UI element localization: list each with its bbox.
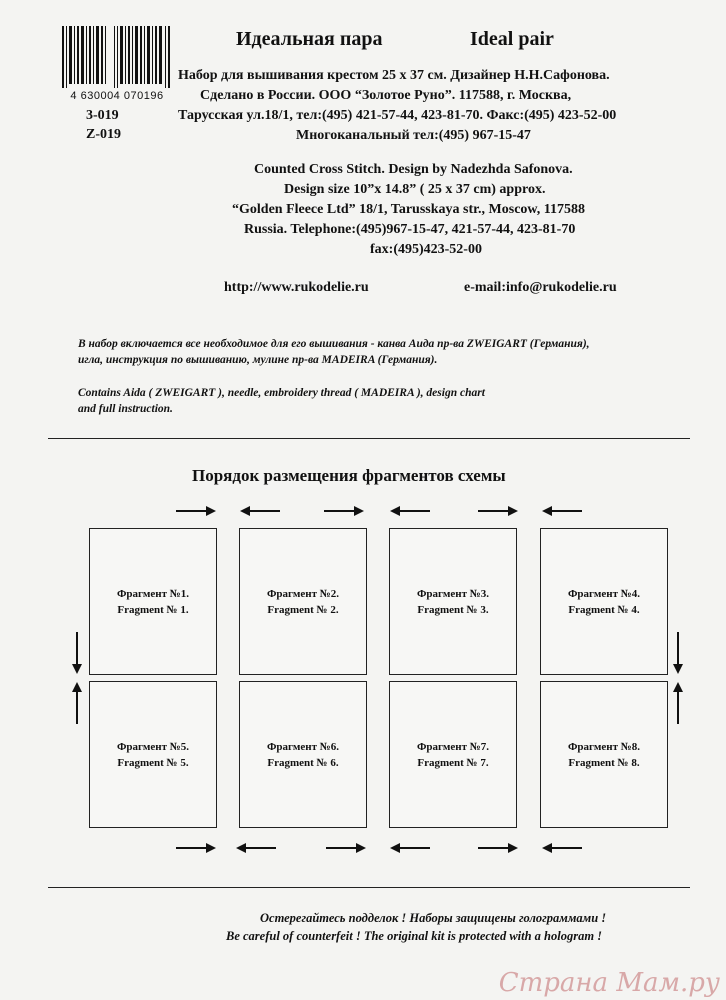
- arrow-left-icon: [388, 504, 432, 518]
- fragment-box-7: [389, 681, 517, 828]
- fragment-label-en: Fragment № 8.: [568, 756, 640, 769]
- website-link[interactable]: http://www.rukodelie.ru: [224, 280, 369, 295]
- arrow-left-icon: [238, 504, 282, 518]
- fragment-box-5: [89, 681, 217, 828]
- arrow-down-icon: [70, 630, 84, 676]
- fragment-label-ru: Фрагмент №3.: [416, 587, 490, 600]
- divider-top: [48, 438, 690, 439]
- fragment-box-4: [540, 528, 668, 675]
- fragment-box-3: [389, 528, 517, 675]
- arrow-left-icon: [234, 841, 278, 855]
- fragment-box-2: [239, 528, 367, 675]
- fragment-box-1: [89, 528, 217, 675]
- en-info-line-3: “Golden Fleece Ltd” 18/1, Tarusskaya str., Moscow, 117588: [232, 202, 586, 217]
- fragment-label-en: Fragment № 2.: [267, 603, 339, 616]
- site-watermark: Страна Мам.ру: [498, 968, 720, 998]
- en-info-line-2: Design size 10”x 14.8” ( 25 x 37 cm) approx.: [284, 182, 546, 197]
- fragment-label-en: Fragment № 3.: [417, 603, 489, 616]
- arrow-right-icon: [174, 841, 218, 855]
- arrow-right-icon: [476, 504, 520, 518]
- fragment-label-ru: Фрагмент №2.: [266, 587, 340, 600]
- arrow-down-icon: [671, 630, 685, 676]
- title-ru: Идеальная пара: [236, 28, 383, 50]
- product-code-en: Z-019: [86, 127, 121, 142]
- arrow-up-icon: [70, 680, 84, 726]
- fragment-box-6: [239, 681, 367, 828]
- fragment-label-ru: Фрагмент №7.: [416, 740, 490, 753]
- arrow-right-icon: [324, 841, 368, 855]
- fragment-label-en: Fragment № 7.: [417, 756, 489, 769]
- en-info-line-1: Counted Cross Stitch. Design by Nadezhda Safonova.: [254, 162, 573, 177]
- ru-info-line-3: Тарусская ул.18/1, тел:(495) 421-57-44, 423-81-70. Факс:(495) 423-52-00: [178, 108, 617, 123]
- product-code-ru: 3-019: [86, 108, 119, 123]
- contents-en-line-2: and full instruction.: [78, 403, 173, 415]
- ru-info-line-4: Многоканальный тел:(495) 967-15-47: [296, 128, 531, 143]
- warning-ru: Остерегайтесь подделок ! Наборы защищены голограммами !: [260, 911, 607, 925]
- contents-en-line-1: Contains Aida ( ZWEIGART ), needle, embroidery thread ( MADEIRA ), design chart: [78, 387, 485, 399]
- fragment-label-ru: Фрагмент №8.: [567, 740, 641, 753]
- en-info-line-5: fax:(495)423-52-00: [370, 242, 482, 257]
- fragment-label-ru: Фрагмент №4.: [567, 587, 641, 600]
- ru-info-line-1: Набор для вышивания крестом 25 x 37 см. Дизайнер Н.Н.Сафонова.: [178, 68, 610, 83]
- title-en: Ideal pair: [470, 28, 554, 50]
- divider-bottom: [48, 887, 690, 888]
- arrow-up-icon: [671, 680, 685, 726]
- arrow-right-icon: [322, 504, 366, 518]
- barcode-digits: 4 630004 070196: [70, 90, 164, 102]
- contents-ru-line-1: В набор включается все необходимое для его вышивания - канва Аида пр-ва ZWEIGART (Германия),: [78, 338, 590, 350]
- warning-en: Be careful of counterfeit ! The original kit is protected with a hologram !: [226, 929, 603, 943]
- fragment-label-en: Fragment № 6.: [267, 756, 339, 769]
- arrow-right-icon: [476, 841, 520, 855]
- arrow-left-icon: [540, 841, 584, 855]
- fragment-label-ru: Фрагмент №5.: [116, 740, 190, 753]
- fragment-label-ru: Фрагмент №6.: [266, 740, 340, 753]
- fragment-label-ru: Фрагмент №1.: [116, 587, 190, 600]
- fragment-label-en: Fragment № 1.: [117, 603, 189, 616]
- barcode: [62, 26, 170, 88]
- ru-info-line-2: Сделано в России. ООО “Золотое Руно”. 117588, г. Москва,: [200, 88, 572, 103]
- contents-ru-line-2: игла, инструкция по вышиванию, мулине пр-ва MADEIRA (Германия).: [78, 354, 438, 366]
- email-link[interactable]: e-mail:info@rukodelie.ru: [464, 280, 617, 295]
- fragment-box-8: [540, 681, 668, 828]
- fragment-label-en: Fragment № 4.: [568, 603, 640, 616]
- fragment-label-en: Fragment № 5.: [117, 756, 189, 769]
- en-info-line-4: Russia. Telephone:(495)967-15-47, 421-57-44, 423-81-70: [244, 222, 576, 237]
- arrow-right-icon: [174, 504, 218, 518]
- fragments-heading: Порядок размещения фрагментов схемы: [192, 466, 506, 485]
- arrow-left-icon: [388, 841, 432, 855]
- arrow-left-icon: [540, 504, 584, 518]
